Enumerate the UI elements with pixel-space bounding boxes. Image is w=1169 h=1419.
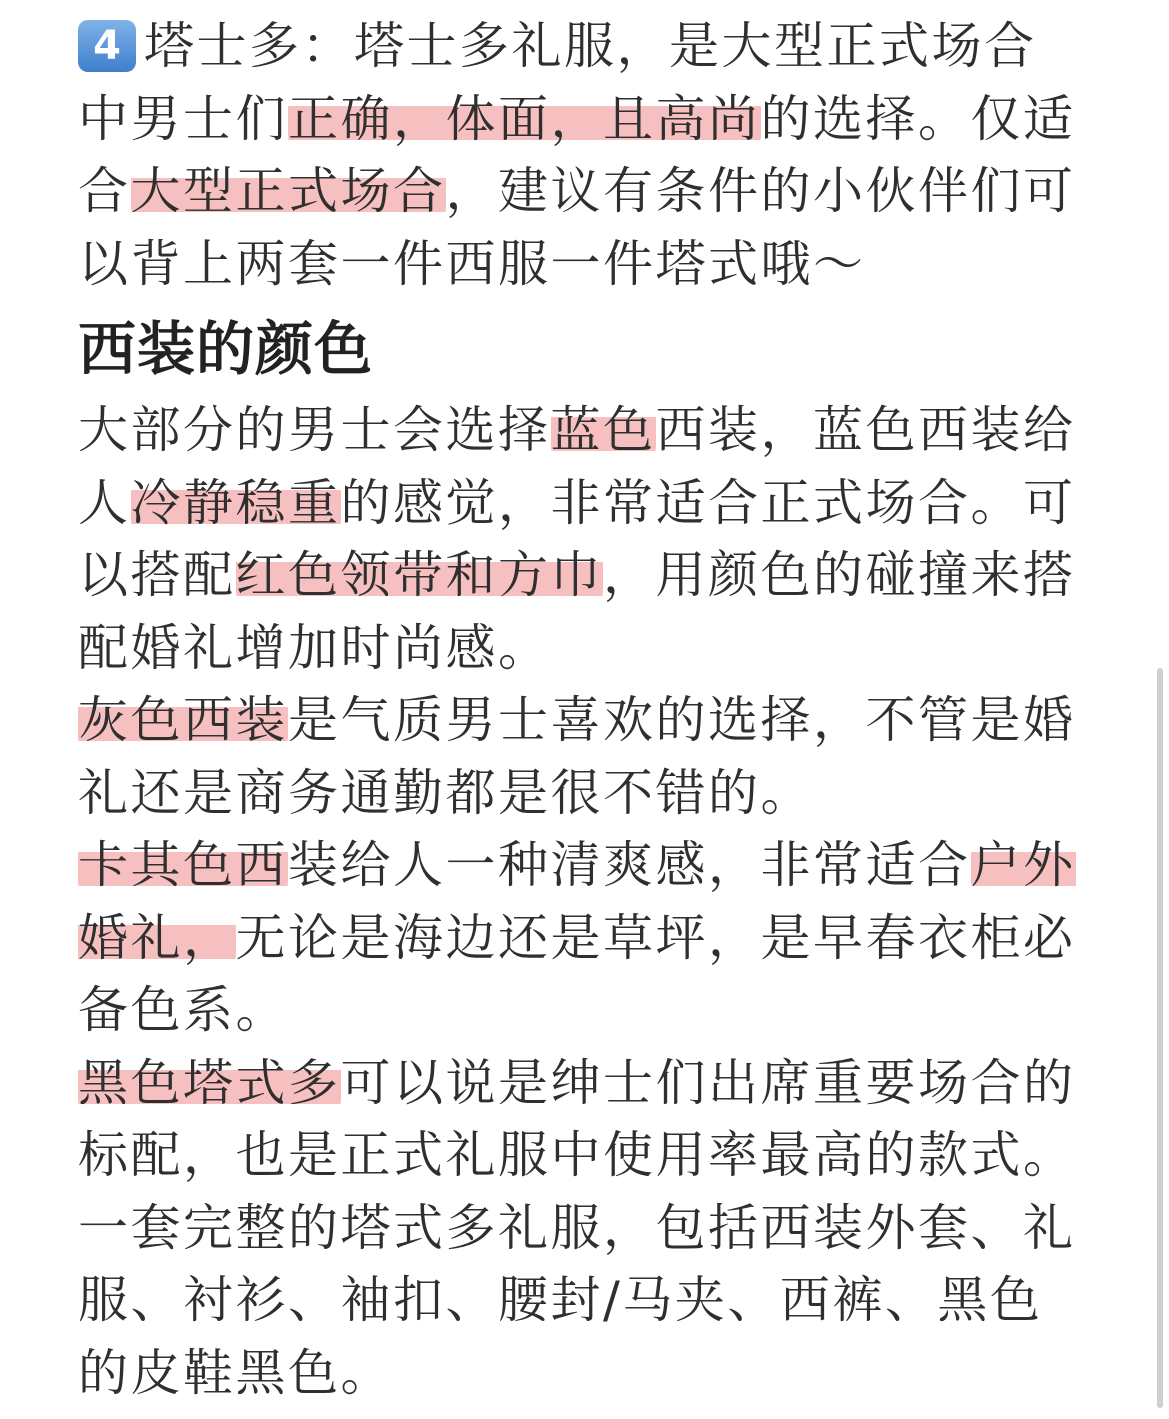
highlight-red-tie-pocket-square: 红色领带和方巾 [235, 546, 603, 604]
khaki-text-b: 无论是海边还是草坪，是早春衣柜必备色系。 [78, 908, 1076, 1039]
highlight-khaki: 卡其色西 [78, 836, 288, 894]
tuxedo-text-a: 塔士多礼服，是大型正式场合中男士们 [78, 17, 1037, 148]
grey-text-a: 是气质男士喜欢的选择，不管是婚礼还是商务通勤都是很不错的。 [78, 691, 1076, 822]
khaki-text-a: 装给人一种清爽感，非常适合 [288, 836, 971, 894]
highlight-grey-suit: 灰色西装 [78, 691, 288, 749]
number-4-emoji-icon: 4 [78, 20, 136, 72]
paragraph-tuxedo [78, 10, 1088, 300]
tuxedo-text-c: ，建议有条件的小伙伴们可以背上两套一件西服一件塔式哦～ [78, 162, 1076, 293]
highlight-black-tuxedo: 黑色塔式多 [78, 1053, 341, 1112]
blue-text-c: 的感觉，非常适合正式场合。可以搭配 [78, 473, 1076, 604]
blue-text-b: 西装，蓝色西装给人 [78, 401, 1076, 532]
paragraph-khaki-suit [78, 829, 1088, 1047]
highlight-correct-decent-noble: 正确，体面，且高尚 [288, 89, 761, 148]
paragraph-black-tuxedo [78, 1047, 1088, 1410]
vertical-scrollbar[interactable] [1157, 668, 1163, 1408]
highlight-blue: 蓝色 [550, 401, 656, 459]
section-heading-suit-colors: 西装的颜色 [78, 315, 374, 383]
paragraph-grey-suit [78, 684, 1088, 829]
blue-text-d: ，用颜色的碰撞来搭配婚礼增加时尚感。 [78, 546, 1076, 677]
highlight-calm-steady: 冷静稳重 [130, 473, 341, 532]
blue-text-a: 大部分的男士会选择 [78, 401, 551, 459]
tuxedo-title: 塔士多： [144, 17, 354, 75]
black-text-a: 可以说是绅士们出席重要场合的标配，也是正式礼服中使用率最高的款式。一套完整的塔式多礼服，包括西装外套、礼服、衬衫、袖扣、腰封/马夹、西裤、黑色的皮鞋黑色。 [78, 1053, 1076, 1402]
tuxedo-text-b: 的选择。仅适合 [78, 89, 1076, 220]
paragraph-blue-suit [78, 394, 1088, 684]
highlight-outdoor-wedding: 户外婚礼， [78, 836, 1076, 967]
highlight-large-formal-occasion: 大型正式场合 [130, 162, 446, 220]
article-body [78, 10, 1088, 1409]
